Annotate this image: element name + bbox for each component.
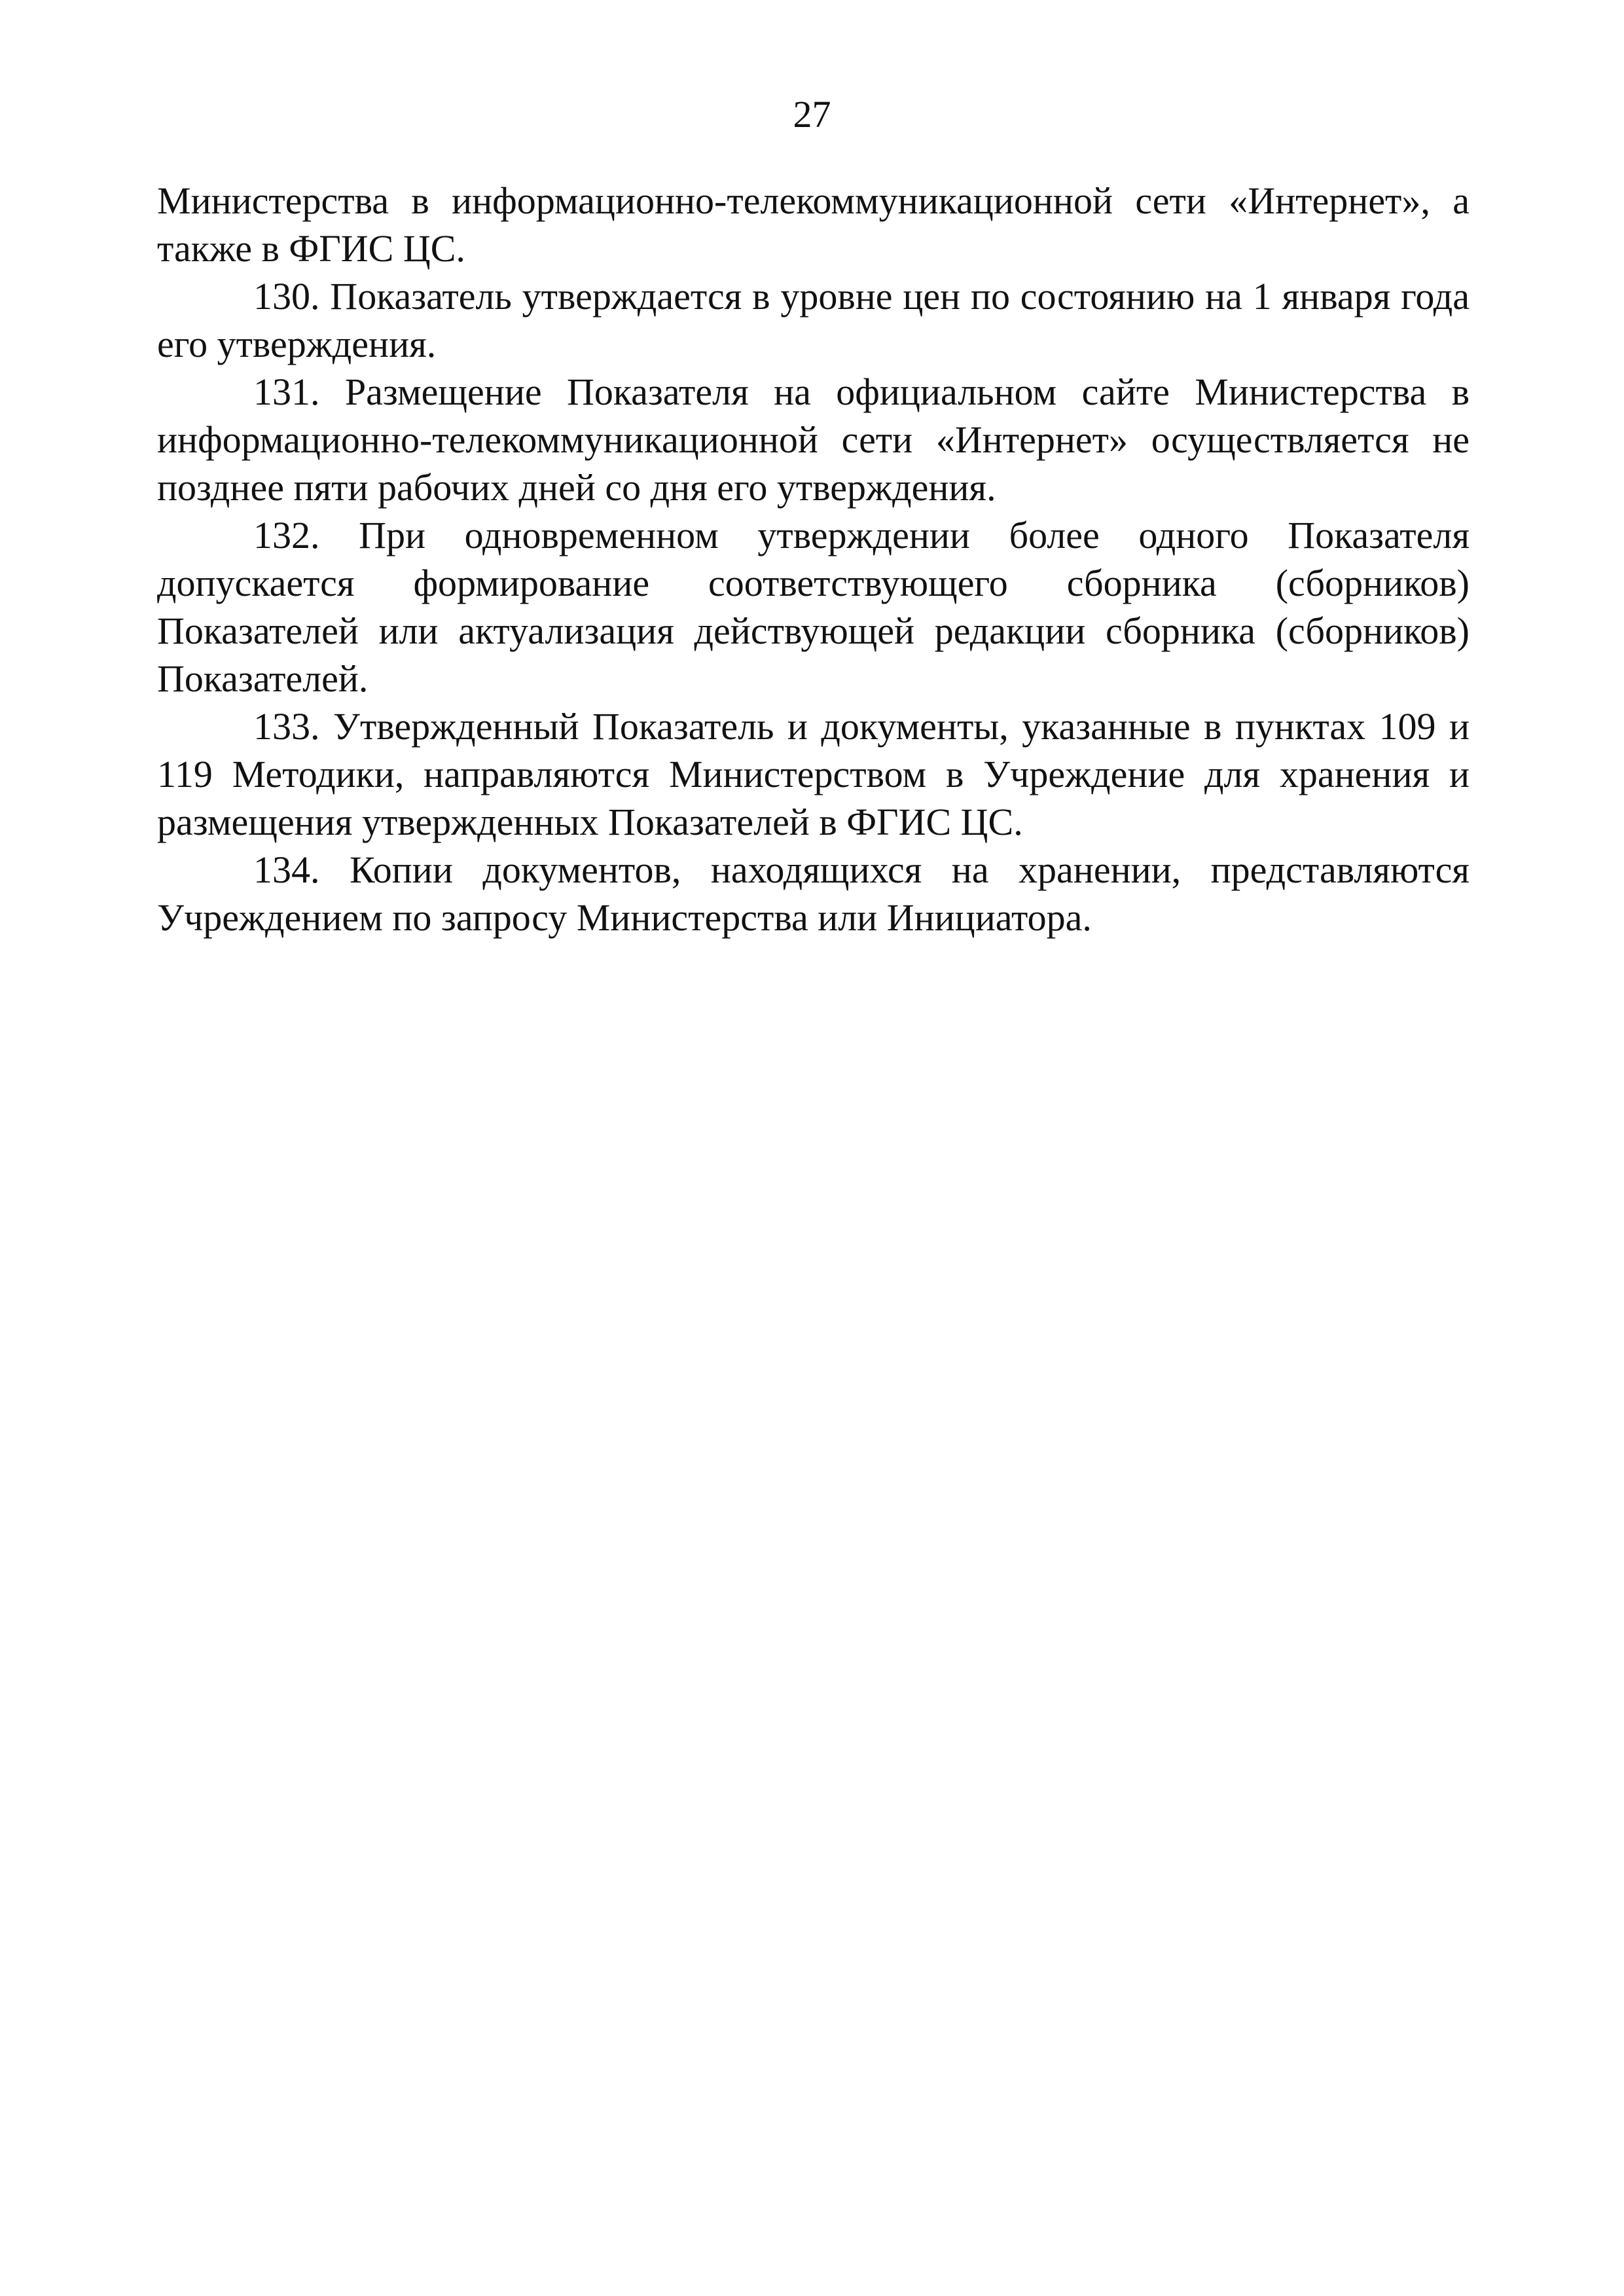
paragraph-131: 131. Размещение Показателя на официальном сайте Министерства в информационно-телекоммуникационной сети «Интернет» осуществляется не позднее пяти рабочих дней со дня его утверждения. xyxy=(157,371,1470,509)
page-number: 27 xyxy=(793,93,831,136)
document-body xyxy=(157,177,1470,941)
paragraph-132: 132. При одновременном утверждении более одного Показателя допускается формирование соответствующего сборника (сборников) Показателей или актуализация действующей редакции сборника (сборников) Показателей. xyxy=(157,514,1470,700)
paragraph-continuation: Министерства в информационно-телекоммуникационной сети «Интернет», а также в ФГИС ЦС. xyxy=(157,179,1470,270)
paragraph-133: 133. Утвержденный Показатель и документы, указанные в пунктах 109 и 119 Методики, направляются Министерством в Учреждение для хранения и размещения утвержденных Показателей в ФГИС ЦС. xyxy=(157,705,1470,843)
paragraph-130: 130. Показатель утверждается в уровне цен по состоянию на 1 января года его утверждения. xyxy=(157,275,1470,365)
paragraph-134: 134. Копии документов, находящихся на хранении, представляются Учреждением по запросу Министерства или Инициатора. xyxy=(157,848,1470,939)
